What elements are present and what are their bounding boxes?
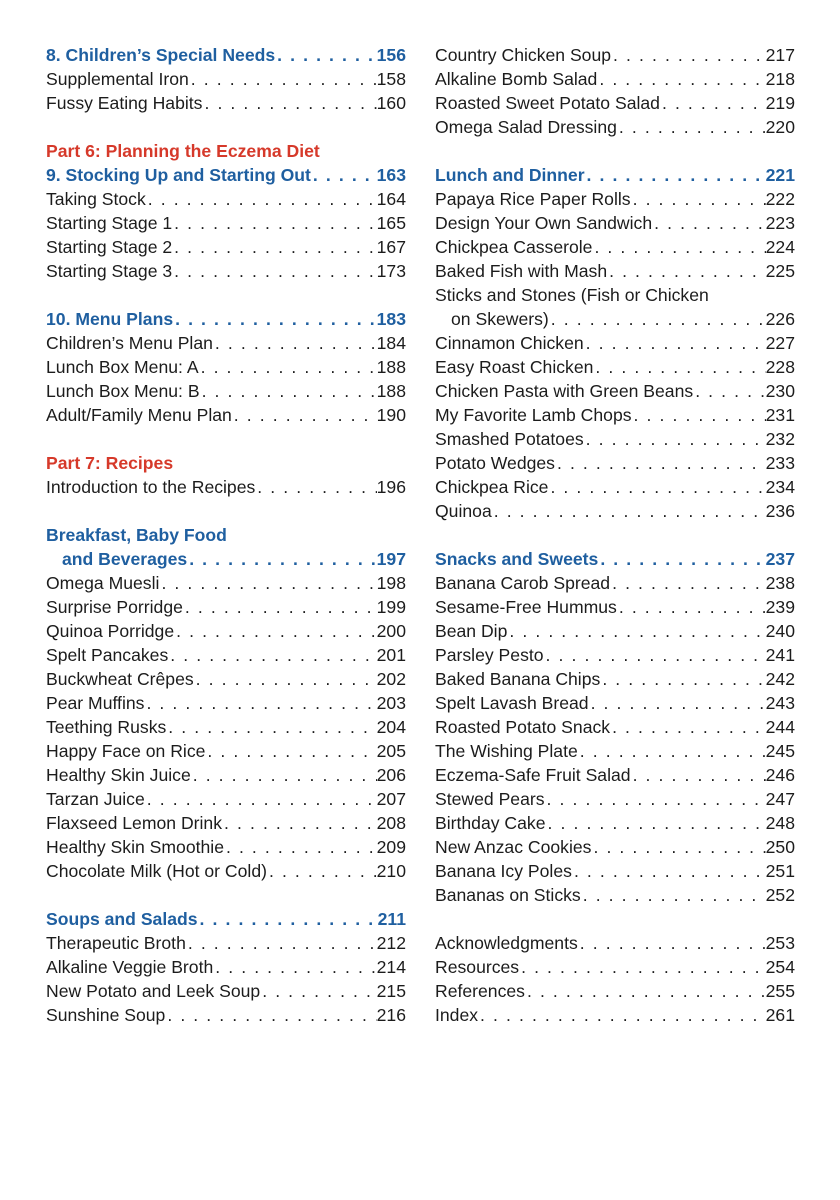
dot-leader — [199, 355, 377, 379]
toc-right-column — [435, 43, 795, 1027]
dot-leader — [173, 307, 377, 331]
dot-leader — [166, 715, 376, 739]
dot-leader — [189, 67, 377, 91]
entry-title: Happy Face on Rice — [46, 741, 206, 761]
page-number: 208 — [376, 813, 406, 833]
toc-part-heading — [46, 139, 406, 163]
toc-chapter-heading — [46, 523, 406, 547]
dot-leader — [183, 595, 377, 619]
entry-title: Chickpea Casserole — [435, 237, 593, 257]
dot-leader — [144, 691, 376, 715]
entry-title: My Favorite Lamb Chops — [435, 405, 632, 425]
toc-entry — [435, 763, 795, 787]
chapter-title: 9. Stocking Up and Starting Out — [46, 165, 311, 185]
entry-title: Baked Banana Chips — [435, 669, 601, 689]
dot-leader — [597, 67, 765, 91]
dot-leader — [224, 835, 377, 859]
toc-entry — [435, 739, 795, 763]
dot-leader — [213, 955, 376, 979]
page-number: 227 — [765, 333, 795, 353]
entry-title: Lunch Box Menu: A — [46, 357, 199, 377]
section-gap — [46, 427, 406, 451]
dot-leader — [600, 667, 765, 691]
toc-entry — [46, 763, 406, 787]
entry-title: New Anzac Cookies — [435, 837, 592, 857]
dot-leader — [145, 787, 377, 811]
toc-entry — [435, 667, 795, 691]
toc-entry — [435, 427, 795, 451]
dot-leader — [194, 667, 377, 691]
toc-entry — [435, 571, 795, 595]
dot-leader — [545, 787, 766, 811]
entry-title: Tarzan Juice — [46, 789, 145, 809]
section-gap — [435, 523, 795, 547]
toc-entry — [435, 307, 795, 331]
entry-title: Taking Stock — [46, 189, 146, 209]
dot-leader — [186, 931, 377, 955]
entry-title: Quinoa Porridge — [46, 621, 175, 641]
entry-title: Quinoa — [435, 501, 492, 521]
dot-leader — [592, 235, 765, 259]
toc-entry — [46, 955, 406, 979]
entry-title: Potato Wedges — [435, 453, 555, 473]
page-number: 202 — [376, 669, 406, 689]
page-number: 225 — [765, 261, 795, 281]
entry-title: Healthy Skin Juice — [46, 765, 191, 785]
page-number: 233 — [765, 453, 795, 473]
section-gap — [46, 283, 406, 307]
section-gap — [46, 883, 406, 907]
dot-leader — [159, 571, 376, 595]
chapter-title: 8. Children’s Special Needs — [46, 45, 276, 65]
entry-title: Omega Muesli — [46, 573, 160, 593]
toc-entry — [435, 475, 795, 499]
section-gap — [435, 907, 795, 931]
toc-entry — [435, 883, 795, 907]
entry-title: Country Chicken Soup — [435, 45, 612, 65]
entry-title: Design Your Own Sandwich — [435, 213, 653, 233]
entry-title: Introduction to the Recipes — [46, 477, 256, 497]
dot-leader — [631, 763, 766, 787]
page-number: 218 — [765, 69, 795, 89]
chapter-title: Lunch and Dinner — [435, 165, 585, 185]
dot-leader — [578, 739, 766, 763]
page-number: 164 — [376, 189, 406, 209]
page-number: 160 — [376, 93, 406, 113]
chapter-title: 10. Menu Plans — [46, 309, 174, 329]
toc-entry — [46, 67, 406, 91]
page-number: 234 — [765, 477, 795, 497]
dot-leader — [591, 835, 765, 859]
toc-chapter-entry — [46, 307, 406, 331]
entry-title: Roasted Potato Snack — [435, 717, 611, 737]
dot-leader — [311, 163, 377, 187]
entry-title: Index — [435, 1005, 479, 1025]
entry-title: Surprise Porridge — [46, 597, 183, 617]
entry-title: Starting Stage 3 — [46, 261, 173, 281]
page-number: 216 — [376, 1005, 406, 1025]
page-number: 240 — [765, 621, 795, 641]
toc-entry — [435, 331, 795, 355]
page-number: 228 — [765, 357, 795, 377]
dot-leader — [617, 115, 766, 139]
toc-entry — [46, 643, 406, 667]
page-number: 251 — [765, 861, 795, 881]
page-number: 188 — [376, 381, 406, 401]
toc-entry — [435, 787, 795, 811]
toc-entry — [435, 91, 795, 115]
entry-title: Adult/Family Menu Plan — [46, 405, 232, 425]
toc-entry — [435, 811, 795, 835]
page-number: 214 — [376, 957, 406, 977]
toc-entry — [435, 187, 795, 211]
toc-entry — [435, 235, 795, 259]
entry-title: Lunch Box Menu: B — [46, 381, 200, 401]
toc-left-column — [46, 43, 406, 1027]
page-number: 173 — [376, 261, 406, 281]
dot-leader — [598, 547, 765, 571]
toc-entry — [46, 187, 406, 211]
dot-leader — [172, 259, 376, 283]
page-number: 206 — [376, 765, 406, 785]
dot-leader — [611, 43, 766, 67]
dot-leader — [492, 499, 766, 523]
entry-title: Stewed Pears — [435, 789, 545, 809]
page-number: 241 — [765, 645, 795, 665]
toc-entry — [46, 91, 406, 115]
toc-entry — [435, 499, 795, 523]
toc-entry — [46, 667, 406, 691]
page-number: 183 — [376, 309, 406, 329]
dot-leader — [232, 403, 377, 427]
page-number: 247 — [765, 789, 795, 809]
toc-entry — [46, 595, 406, 619]
entry-title: Sticks and Stones (Fish or Chicken — [435, 285, 709, 305]
toc-entry — [435, 619, 795, 643]
toc-chapter-entry — [46, 547, 406, 571]
entry-title: Sesame-Free Hummus — [435, 597, 617, 617]
page-number: 210 — [376, 861, 406, 881]
page-number: 231 — [765, 405, 795, 425]
toc-entry — [435, 355, 795, 379]
page-number: 238 — [765, 573, 795, 593]
chapter-title: Snacks and Sweets — [435, 549, 599, 569]
page-number: 248 — [765, 813, 795, 833]
page-number: 201 — [376, 645, 406, 665]
dot-leader — [610, 571, 766, 595]
dot-leader — [584, 427, 766, 451]
entry-title: Easy Roast Chicken — [435, 357, 594, 377]
entry-title: Eczema-Safe Fruit Salad — [435, 765, 631, 785]
page-number: 184 — [376, 333, 406, 353]
entry-title: Banana Icy Poles — [435, 861, 572, 881]
dot-leader — [660, 91, 766, 115]
dot-leader — [202, 91, 376, 115]
dot-leader — [191, 763, 377, 787]
chapter-title: and Beverages — [62, 549, 188, 569]
page-number: 156 — [376, 45, 406, 65]
toc-entry — [46, 931, 406, 955]
page-number: 244 — [765, 717, 795, 737]
entry-title: Spelt Lavash Bread — [435, 693, 589, 713]
toc-entry — [46, 403, 406, 427]
dot-leader — [581, 883, 766, 907]
toc-entry — [46, 571, 406, 595]
entry-title: Resources — [435, 957, 520, 977]
page-number: 223 — [765, 213, 795, 233]
page-number: 243 — [765, 693, 795, 713]
toc-entry — [435, 955, 795, 979]
entry-title: Roasted Sweet Potato Salad — [435, 93, 660, 113]
page-number: 254 — [765, 957, 795, 977]
page-number: 239 — [765, 597, 795, 617]
dot-leader — [549, 307, 766, 331]
page-number: 198 — [376, 573, 406, 593]
page-number: 158 — [376, 69, 406, 89]
dot-leader — [589, 691, 766, 715]
page-number: 204 — [376, 717, 406, 737]
page-number: 219 — [765, 93, 795, 113]
entry-title: Spelt Pancakes — [46, 645, 169, 665]
page-number: 220 — [765, 117, 795, 137]
toc-chapter-entry — [435, 547, 795, 571]
page-number: 226 — [765, 309, 795, 329]
entry-title: Alkaline Bomb Salad — [435, 69, 598, 89]
entry-title: Parsley Pesto — [435, 645, 544, 665]
entry-title: Papaya Rice Paper Rolls — [435, 189, 631, 209]
page-number: 197 — [376, 549, 406, 569]
entry-title: Omega Salad Dressing — [435, 117, 617, 137]
dot-leader — [172, 211, 376, 235]
entry-title: References — [435, 981, 525, 1001]
toc-part-heading — [46, 451, 406, 475]
page-number: 236 — [765, 501, 795, 521]
dot-leader — [617, 595, 766, 619]
page-number: 200 — [376, 621, 406, 641]
dot-leader — [572, 859, 766, 883]
page-number: 253 — [765, 933, 795, 953]
entry-title: Healthy Skin Smoothie — [46, 837, 224, 857]
toc-entry — [46, 715, 406, 739]
dot-leader — [693, 379, 765, 403]
toc-entry — [435, 43, 795, 67]
dot-leader — [610, 715, 766, 739]
page-number: 163 — [376, 165, 406, 185]
entry-title: Baked Fish with Mash — [435, 261, 608, 281]
toc-entry — [435, 67, 795, 91]
entry-title: Starting Stage 2 — [46, 237, 173, 257]
dot-leader — [172, 235, 376, 259]
page-number: 261 — [765, 1005, 795, 1025]
toc-chapter-entry — [46, 43, 406, 67]
section-gap — [46, 499, 406, 523]
page-number: 237 — [765, 549, 795, 569]
dot-leader — [607, 259, 766, 283]
page-number: 211 — [377, 909, 406, 929]
entry-title: Bean Dip — [435, 621, 508, 641]
entry-title: Sunshine Soup — [46, 1005, 166, 1025]
toc-entry — [46, 259, 406, 283]
page-number: 250 — [765, 837, 795, 857]
section-gap — [435, 139, 795, 163]
chapter-title: Breakfast, Baby Food — [46, 525, 227, 545]
page-number: 190 — [376, 405, 406, 425]
page-number: 221 — [765, 165, 795, 185]
entry-title: Banana Carob Spread — [435, 573, 611, 593]
dot-leader — [593, 355, 765, 379]
toc-entry — [435, 211, 795, 235]
dot-leader — [255, 475, 376, 499]
toc-chapter-entry — [435, 163, 795, 187]
dot-leader — [146, 187, 377, 211]
entry-title: Children’s Menu Plan — [46, 333, 213, 353]
dot-leader — [578, 931, 766, 955]
page-number: 167 — [376, 237, 406, 257]
dot-leader — [585, 163, 766, 187]
toc-entry — [435, 835, 795, 859]
dot-leader — [213, 331, 377, 355]
toc-entry — [46, 1003, 406, 1027]
dot-leader — [205, 739, 376, 763]
entry-title: Buckwheat Crêpes — [46, 669, 194, 689]
dot-leader — [267, 859, 377, 883]
dot-leader — [200, 379, 377, 403]
dot-leader — [198, 907, 378, 931]
toc-entry — [46, 739, 406, 763]
dot-leader — [519, 955, 766, 979]
dot-leader — [507, 619, 765, 643]
page-number: 205 — [376, 741, 406, 761]
dot-leader — [165, 1003, 376, 1027]
toc-entry — [435, 931, 795, 955]
dot-leader — [632, 403, 766, 427]
page-number: 224 — [765, 237, 795, 257]
entry-title: on Skewers) — [451, 309, 549, 329]
dot-leader — [260, 979, 376, 1003]
toc-entry — [46, 211, 406, 235]
entry-title: Supplemental Iron — [46, 69, 189, 89]
entry-title: Acknowledgments — [435, 933, 578, 953]
toc-entry — [46, 619, 406, 643]
toc-entry — [435, 859, 795, 883]
dot-leader — [525, 979, 766, 1003]
toc-entry — [435, 115, 795, 139]
entry-title: Alkaline Veggie Broth — [46, 957, 214, 977]
page-number: 232 — [765, 429, 795, 449]
toc-chapter-entry — [46, 163, 406, 187]
toc-entry — [435, 691, 795, 715]
dot-leader — [555, 451, 766, 475]
entry-title: The Wishing Plate — [435, 741, 578, 761]
page-number: 217 — [765, 45, 795, 65]
toc-entry — [46, 379, 406, 403]
dot-leader — [478, 1003, 766, 1027]
dot-leader — [631, 187, 766, 211]
entry-title: Bananas on Sticks — [435, 885, 581, 905]
toc-entry — [435, 283, 795, 307]
dot-leader — [187, 547, 376, 571]
toc-entry — [46, 811, 406, 835]
entry-title: Fussy Eating Habits — [46, 93, 203, 113]
page-number: 222 — [765, 189, 795, 209]
entry-title: Chocolate Milk (Hot or Cold) — [46, 861, 267, 881]
toc-entry — [46, 979, 406, 1003]
toc-entry — [46, 331, 406, 355]
page-number: 207 — [376, 789, 406, 809]
page-number: 255 — [765, 981, 795, 1001]
page-number: 203 — [376, 693, 406, 713]
page-number: 188 — [376, 357, 406, 377]
page-number: 245 — [765, 741, 795, 761]
toc-entry — [435, 403, 795, 427]
toc-chapter-entry — [46, 907, 406, 931]
entry-title: Pear Muffins — [46, 693, 145, 713]
entry-title: Birthday Cake — [435, 813, 546, 833]
page-number: 252 — [765, 885, 795, 905]
entry-title: Teething Rusks — [46, 717, 167, 737]
dot-leader — [652, 211, 766, 235]
toc-entry — [46, 859, 406, 883]
entry-title: Cinnamon Chicken — [435, 333, 584, 353]
toc-entry — [46, 835, 406, 859]
toc-entry — [435, 1003, 795, 1027]
dot-leader — [222, 811, 377, 835]
part-title: Part 6: Planning the Eczema Diet — [46, 141, 320, 161]
dot-leader — [548, 475, 765, 499]
toc-entry — [435, 379, 795, 403]
entry-title: Starting Stage 1 — [46, 213, 173, 233]
dot-leader — [546, 811, 766, 835]
page-number: 209 — [376, 837, 406, 857]
page-number: 165 — [376, 213, 406, 233]
page-number: 246 — [765, 765, 795, 785]
toc-entry — [46, 235, 406, 259]
dot-leader — [174, 619, 377, 643]
toc-entry — [435, 715, 795, 739]
toc-entry — [435, 643, 795, 667]
page-number: 242 — [765, 669, 795, 689]
dot-leader — [168, 643, 376, 667]
dot-leader — [275, 43, 377, 67]
entry-title: Chicken Pasta with Green Beans — [435, 381, 694, 401]
dot-leader — [544, 643, 766, 667]
chapter-title: Soups and Salads — [46, 909, 198, 929]
toc-entry — [435, 979, 795, 1003]
entry-title: Smashed Potatoes — [435, 429, 584, 449]
part-title: Part 7: Recipes — [46, 453, 174, 473]
toc-entry — [46, 475, 406, 499]
toc-entry — [435, 595, 795, 619]
page-number: 230 — [765, 381, 795, 401]
section-gap — [46, 115, 406, 139]
toc-entry — [435, 451, 795, 475]
dot-leader — [584, 331, 766, 355]
toc-entry — [46, 691, 406, 715]
toc-entry — [46, 355, 406, 379]
entry-title: Chickpea Rice — [435, 477, 549, 497]
entry-title: Flaxseed Lemon Drink — [46, 813, 223, 833]
page-number: 215 — [376, 981, 406, 1001]
page-number: 199 — [376, 597, 406, 617]
page-number: 212 — [376, 933, 406, 953]
toc-entry — [46, 787, 406, 811]
toc-entry — [435, 259, 795, 283]
page-number: 196 — [376, 477, 406, 497]
entry-title: New Potato and Leek Soup — [46, 981, 261, 1001]
entry-title: Therapeutic Broth — [46, 933, 186, 953]
